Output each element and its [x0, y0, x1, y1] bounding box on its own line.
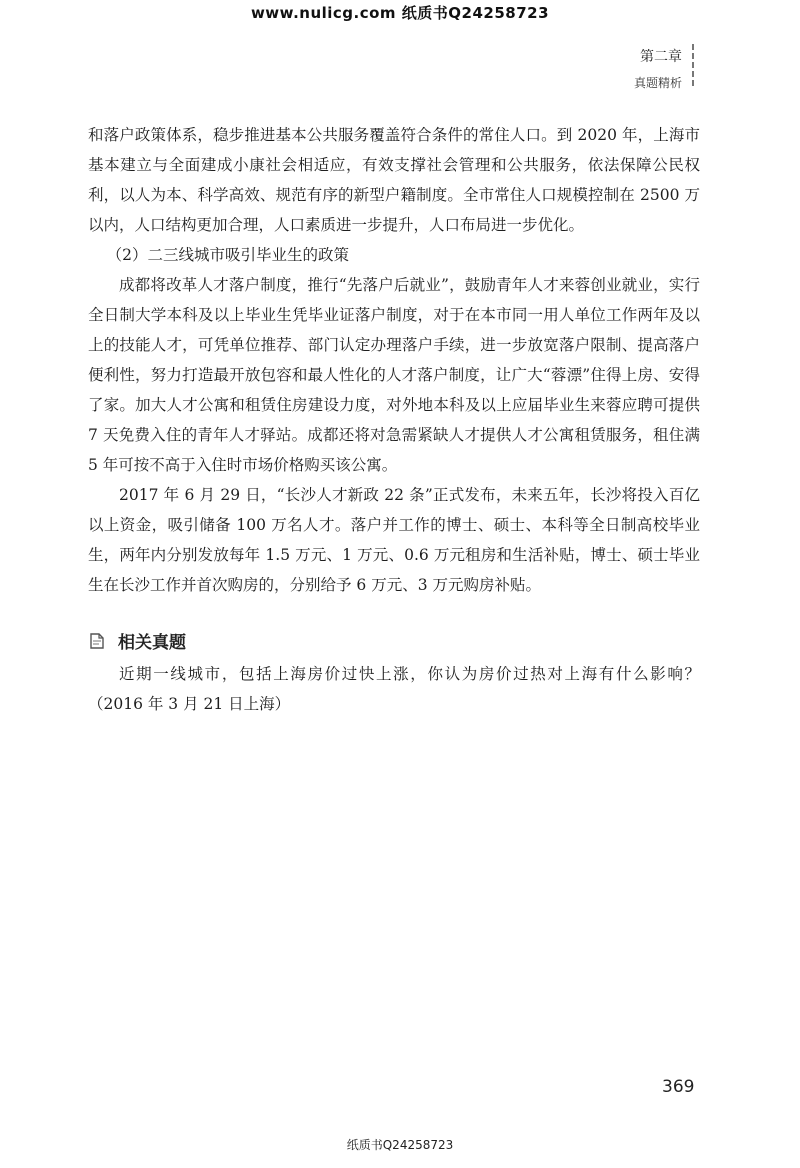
document-icon — [88, 631, 108, 651]
related-questions-heading — [88, 628, 700, 653]
paragraph-chengdu-policy: 成都将改革人才落户制度，推行“先落户后就业”，鼓励青年人才来蓉创业就业，实行全日制大学本科及以上毕业生凭毕业证落户制度，对于在本市同一用人单位工作两年及以上的技能人才，可凭单位推荐、部门认定办理落户手续，进一步放宽落户限制、提高落户便利性，努力打造最开放包容和最人性化的人才落户制度，让广大“蓉漂”住得上房、安得了家。加大人才公寓和租赁住房建设力度，对外地本科及以上应届毕业生来蓉应聘可提供 7 天免费入住的青年人才驿站。成都还将对急需紧缺人才提供人才公寓租赁服务，租住满 5 年可按不高于入住时市场价格购买该公寓。 — [88, 276, 700, 474]
paragraph-shanghai-policy: 和落户政策体系，稳步推进基本公共服务覆盖符合条件的常住人口。到 2020 年，上海市基本建立与全面建成小康社会相适应，有效支撑社会管理和公共服务，依法保障公民权利，以人为本、科学高效、规范有序的新型户籍制度。全市常住人口规模控制在 2500 万以内，人口结构更加合理，人口素质进一步提升，人口布局进一步优化。 — [88, 126, 700, 234]
chapter-subtitle: 真题精析 — [633, 76, 682, 90]
page-body — [88, 120, 700, 719]
related-question-text: 近期一线城市，包括上海房价过快上涨，你认为房价过热对上海有什么影响？（2016 年 3 月 21 日上海） — [88, 665, 700, 713]
top-watermark-banner: www.nulicg.com 纸质书Q24258723 — [250, 4, 550, 22]
related-questions-title: 相关真题 — [118, 633, 186, 653]
section-heading-city-policy: （2）二三线城市吸引毕业生的政策 — [106, 246, 349, 264]
paragraph-changsha-policy: 2017 年 6 月 29 日，“长沙人才新政 22 条”正式发布，未来五年，长沙将投入百亿以上资金，吸引储备 100 万名人才。落户并工作的博士、硕士、本科等全日制高校毕业生，两年内分别发放每年 1.5 万元、1 万元、0.6 万元租房和生活补贴，博士、硕士毕业生在长沙工作并首次购房的，分别给予 6 万元、3 万元购房补贴。 — [88, 486, 700, 594]
running-header — [634, 46, 682, 91]
bottom-watermark-banner: 纸质书Q24258723 — [346, 1138, 454, 1152]
page-number: 369 — [662, 1077, 695, 1097]
header-divider — [692, 44, 694, 86]
chapter-title: 第二章 — [640, 49, 682, 65]
